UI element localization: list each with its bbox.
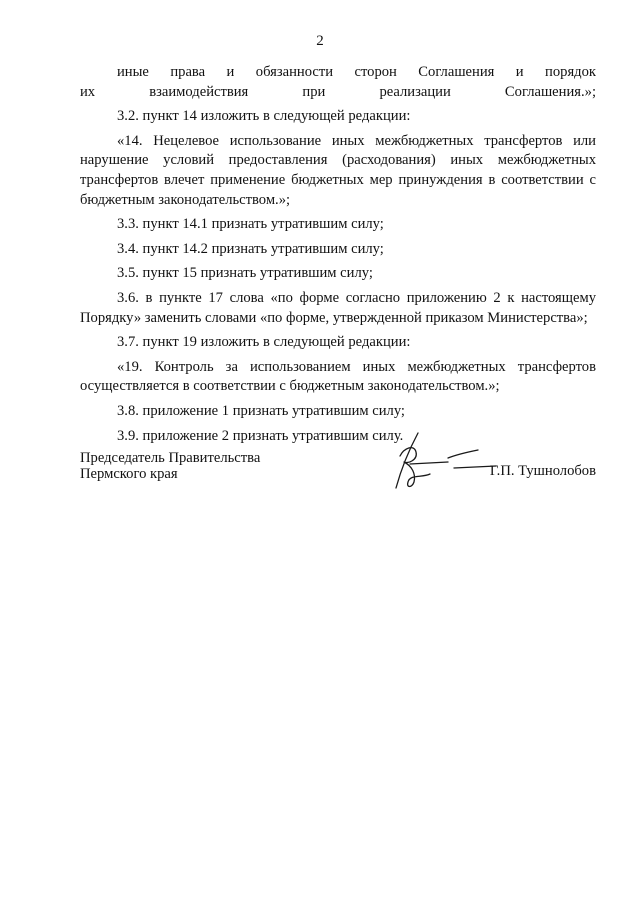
paragraph-continuation-line: [80, 63, 596, 102]
paragraph-14-text: «14. Нецелевое использование иных межбюджетных трансфертов или нарушение условий предоставления (расходования) иных межбюджетных трансфертов влечет применение бюджетных мер принуждения в соответствии с бюджетным законодательством.»;: [80, 132, 596, 208]
position-line-1: Председатель Правительства: [80, 450, 261, 466]
document-body: [80, 63, 596, 451]
paragraph-3-4: 3.4. пункт 14.2 признать утратившим силу;: [117, 240, 384, 257]
handwritten-signature: [388, 428, 498, 498]
paragraph-line: иные права и обязанности сторон Соглашения и порядок: [117, 64, 596, 80]
page-number: 2: [316, 33, 324, 49]
paragraph-3-9: 3.9. приложение 2 признать утратившим силу.: [117, 427, 404, 444]
paragraph-3-5: 3.5. пункт 15 признать утратившим силу;: [117, 265, 373, 282]
paragraph-3-3: 3.3. пункт 14.1 признать утратившим силу;: [117, 216, 384, 233]
paragraph-3-8: 3.8. приложение 1 признать утратившим силу;: [117, 402, 405, 419]
paragraph-3-7: 3.7. пункт 19 изложить в следующей редакции:: [117, 334, 411, 351]
signature-block: [80, 450, 596, 510]
paragraph-19-text: «19. Контроль за использованием иных межбюджетных трансфертов осуществляется в соответствии с бюджетным законодательством.»;: [80, 358, 596, 395]
paragraph-3-6: 3.6. в пункте 17 слова «по форме согласно приложению 2 к настоящему Порядку» заменить словами «по форме, утвержденной приказом Министерства»;: [80, 289, 596, 326]
signatory-name: Г.П. Тушнолобов: [489, 463, 596, 479]
position-line-2: Пермского края: [80, 466, 178, 482]
paragraph-line: их взаимодействия при реализации Соглашения.»;: [80, 83, 596, 100]
paragraph-3-2: 3.2. пункт 14 изложить в следующей редакции:: [117, 108, 411, 125]
signatory-position: [80, 450, 260, 482]
